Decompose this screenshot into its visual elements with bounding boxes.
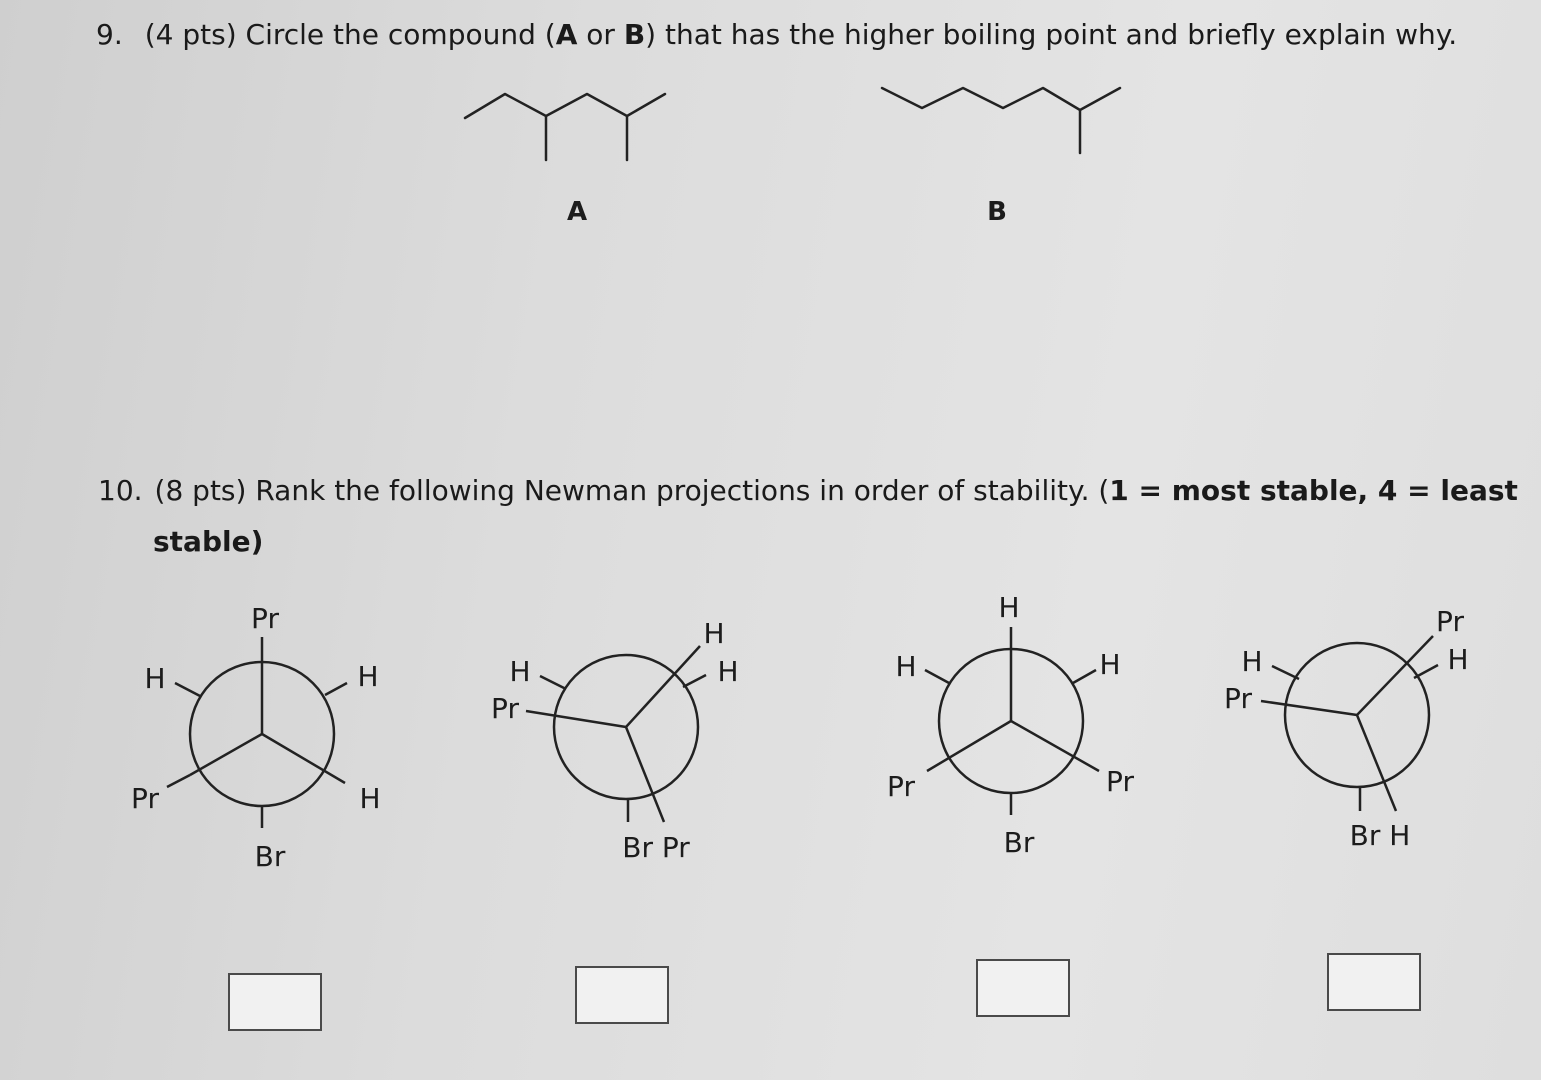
newman2-label-top-right: H [703, 617, 725, 650]
newman2-label-upper-left: H [509, 655, 531, 688]
compound-a-skeleton[interactable] [465, 94, 665, 160]
newman-projection-1[interactable] [131, 602, 380, 873]
newman3-label-lower-left: Pr [887, 770, 915, 803]
question-10-text: 10. (8 pts) Rank the following Newman projections in order of stability. (1 = most stable, 4 = least [98, 474, 1518, 507]
newman3-label-top: H [998, 591, 1020, 624]
newman3-label-upper-left: H [895, 650, 917, 683]
newman1-label-upper-right: H [357, 660, 379, 693]
newman4-label-bottom: Br H [1349, 819, 1411, 852]
newman3-label-bottom: Br [1003, 826, 1035, 859]
newman2-label-left: Pr [491, 692, 519, 725]
newman1-label-upper-left: H [144, 662, 166, 695]
newman3-label-upper-right: H [1099, 648, 1121, 681]
newman4-label-top-right: Pr [1436, 605, 1464, 638]
newman1-label-lower-left: Pr [131, 782, 159, 815]
question-10-number: 10. [98, 474, 143, 507]
newman-projection-2[interactable] [491, 617, 738, 864]
newman4-label-left: Pr [1224, 682, 1252, 715]
rank-answer-box-4[interactable] [1327, 953, 1421, 1011]
newman2-label-bottom: Br Pr [622, 831, 690, 864]
compound-b-label: B [987, 197, 1007, 227]
newman4-label-upper-left: H [1241, 645, 1263, 678]
newman3-label-lower-right: Pr [1106, 765, 1134, 798]
newman1-label-top: Pr [251, 602, 279, 635]
newman1-label-lower-right: H [359, 782, 381, 815]
newman-projection-4[interactable] [1224, 605, 1468, 852]
rank-answer-box-1[interactable] [228, 973, 322, 1031]
question-9-text: 9. (4 pts) Circle the compound (A or B) that has the higher boiling point and briefly explain why. [96, 18, 1458, 51]
newman2-label-right: H [717, 655, 739, 688]
compound-a-label: A [566, 197, 588, 227]
newman-projection-3[interactable] [887, 591, 1134, 859]
question-10-text-line2: stable) [153, 525, 264, 558]
rank-answer-box-2[interactable] [575, 966, 669, 1024]
newman4-label-right: H [1447, 643, 1469, 676]
compound-b-skeleton[interactable] [882, 88, 1120, 153]
question-9-number: 9. [96, 18, 123, 51]
rank-answer-box-3[interactable] [976, 959, 1070, 1017]
newman1-label-bottom: Br [254, 840, 286, 873]
